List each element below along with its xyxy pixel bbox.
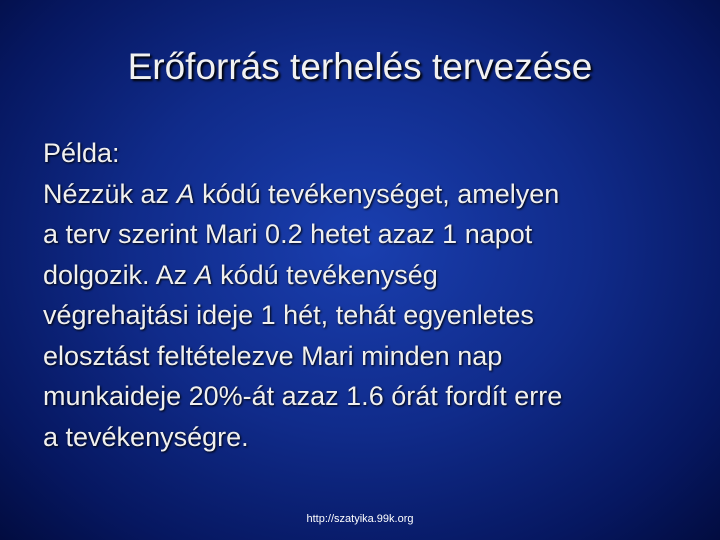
footer-url: http://szatyika.99k.org (306, 513, 414, 525)
text-segment: kódú tevékenységet, amelyen (194, 178, 560, 209)
text-segment: munkaideje 20%-át azaz 1.6 órát fordít erre (43, 381, 563, 411)
activity-code: A (176, 178, 195, 209)
text-segment: dolgozik. Az (43, 259, 195, 290)
text-segment: a terv szerint Mari 0.2 hetet azaz 1 napot (43, 219, 533, 249)
body-line-2 (43, 174, 693, 215)
body-line-8 (43, 417, 693, 458)
text-segment: elosztást feltételezve Mari minden nap (43, 340, 503, 371)
body-line-4 (43, 255, 693, 296)
slide-title: Erőforrás terhelés tervezése (127, 46, 593, 87)
body-line-6 (43, 336, 693, 377)
body-line-5 (43, 295, 693, 336)
text-segment: a tevékenységre. (43, 421, 249, 452)
body-line-3 (43, 214, 693, 255)
body-line-1 (43, 133, 693, 174)
example-label: Példa: (43, 138, 120, 168)
text-segment: végrehajtási ideje 1 hét, tehát egyenletes (43, 300, 534, 330)
text-segment: Nézzük az (43, 178, 177, 209)
activity-code: A (194, 259, 213, 290)
text-segment: kódú tevékenység (212, 259, 438, 290)
body-line-7 (43, 376, 693, 417)
slide-body (43, 133, 693, 457)
